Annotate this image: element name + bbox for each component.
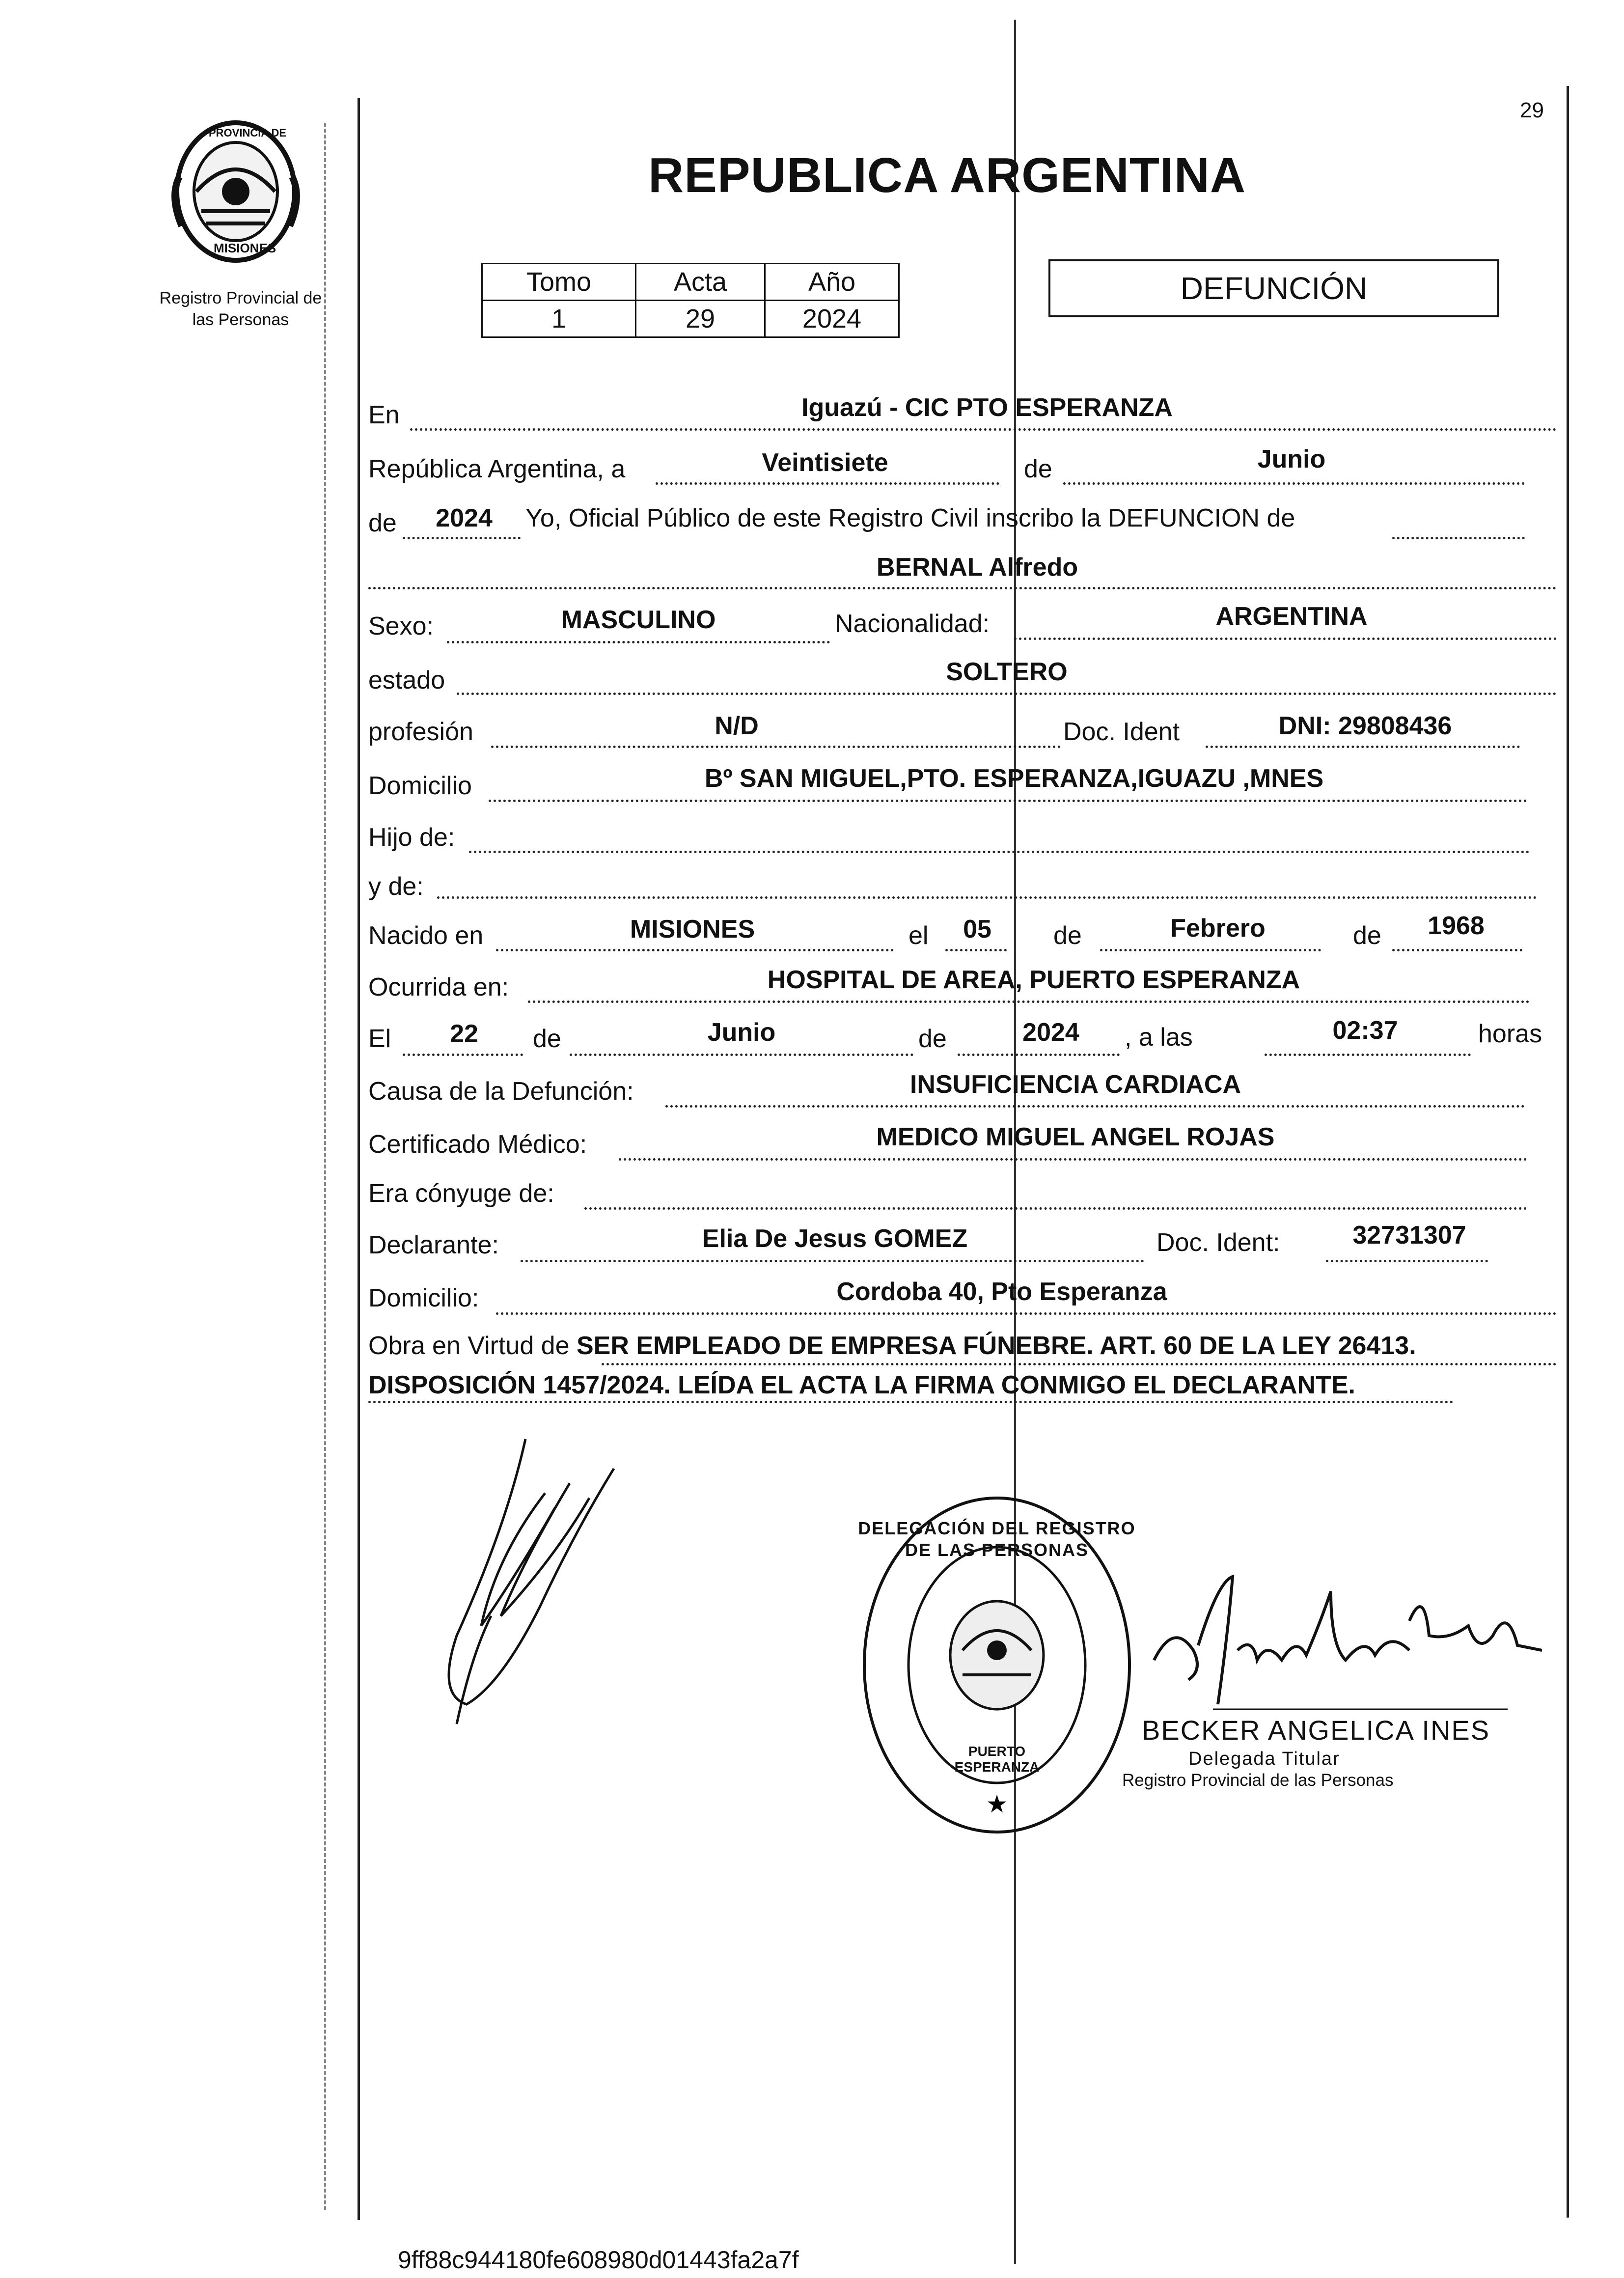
republica-label: República Argentina, a [368,455,626,483]
official-stamp [854,1483,1139,1847]
page-number: 29 [1520,98,1544,122]
birth-month-dots [1100,949,1321,951]
record-table-header-row [482,264,899,301]
obra-value-line2: DISPOSICIÓN 1457/2024. LEÍDA EL ACTA LA FIRMA CONMIGO EL DECLARANTE. [368,1371,1355,1399]
signatory-role: Delegada Titular [1188,1749,1340,1769]
causa-value: INSUFICIENCIA CARDIACA [909,1070,1241,1099]
anio-header: Año [765,264,899,301]
declarant-signature [427,1429,633,1734]
death-year: 2024 [1022,1018,1079,1047]
month-dots [1063,482,1525,485]
tomo-header: Tomo [482,264,636,301]
de-label: de [1024,455,1052,483]
de2-label: de [368,509,397,537]
obra-label: Obra en Virtud de [368,1332,570,1360]
el2-label: El [368,1025,391,1053]
page-title: REPUBLICA ARGENTINA [648,148,1246,203]
birth-year-dots [1392,949,1522,951]
el-label: el [908,921,929,950]
birth-day: 05 [963,915,991,944]
yde-dots [437,896,1537,899]
causa-label: Causa de la Defunción: [368,1077,634,1106]
en-label: En [368,401,400,429]
record-table-value-row [482,301,899,337]
stamp-ring-text: DELEGACIÓN DEL REGISTRO DE LAS PERSONAS [858,1518,1136,1560]
left-margin-line [358,98,360,2220]
death-time-dots [1265,1054,1471,1056]
birth-month: Febrero [1170,914,1266,943]
alas-label: , a las [1125,1023,1193,1052]
signatory-name: BECKER ANGELICA INES [1142,1715,1490,1746]
en-value: Iguazú - CIC PTO ESPERANZA [801,393,1173,422]
logo-text-top: PROVINCIA DE [209,127,287,139]
causa-dots [665,1105,1525,1108]
death-de-label: de [533,1025,561,1053]
nacionalidad-dots [1014,638,1557,640]
record-table [481,263,900,338]
day-dots [656,482,999,485]
act-type-box: DEFUNCIÓN [1048,259,1499,317]
nacido-dots [496,949,894,951]
year-value: 2024 [436,504,493,532]
sexo-label: Sexo: [368,612,434,640]
sexo-value: MASCULINO [561,606,716,634]
svg-text:★: ★ [986,1790,1008,1818]
birth-de2-label: de [1353,921,1381,950]
hijo-dots [469,851,1530,853]
ocurrida-dots [528,1000,1530,1003]
decl-doc-label: Doc. Ident: [1156,1228,1280,1257]
en-dots [410,428,1557,431]
conyuge-label: Era cónyuge de: [368,1179,554,1208]
tomo-value: 1 [482,301,636,337]
registry-label-line1: Registro Provincial de [159,289,322,307]
certificado-dots [619,1158,1527,1161]
estado-value: SOLTERO [946,658,1068,686]
nacionalidad-label: Nacionalidad: [835,610,990,638]
year-dots [403,537,521,539]
stamp-inner-text: PUERTO ESPERANZA [954,1744,1040,1775]
day-value: Veintisiete [762,448,888,477]
death-day: 22 [450,1020,478,1048]
death-day-dots [403,1054,523,1056]
registry-label [133,287,349,331]
doc-ident-value: DNI: 29808436 [1278,712,1452,740]
estado-label: estado [368,666,445,695]
domicilio-dots [489,800,1527,802]
anio-value: 2024 [765,301,899,337]
document-hash: 9ff88c944180fe608980d01443fa2a7f [398,2246,799,2274]
nacionalidad-value: ARGENTINA [1215,602,1368,631]
yo-dots [1392,537,1525,539]
birth-de-label: de [1053,921,1082,950]
declarante-value: Elia De Jesus GOMEZ [702,1224,968,1253]
birth-day-dots [945,949,1007,951]
death-de2-label: de [918,1025,947,1053]
estado-dots [457,693,1557,695]
doc-ident-dots [1206,746,1520,748]
declarante-dots [521,1260,1144,1262]
ocurrida-label: Ocurrida en: [368,973,509,1001]
deceased-name: BERNAL Alfredo [876,553,1078,582]
sexo-dots [447,641,830,643]
hijo-label: Hijo de: [368,823,455,852]
nacido-value: MISIONES [630,915,755,944]
decl-doc-dots [1326,1260,1488,1262]
signatory-organization: Registro Provincial de las Personas [1122,1771,1394,1790]
right-margin-line [1567,86,1569,2218]
nacido-label: Nacido en [368,921,484,950]
official-signature [1134,1562,1542,1714]
birth-year: 1968 [1428,912,1485,940]
yde-label: y de: [368,872,424,901]
domicilio-value: Bº SAN MIGUEL,PTO. ESPERANZA,IGUAZU ,MNES [704,764,1324,793]
conyuge-dots [584,1207,1527,1210]
punch-marks-line [324,123,326,2210]
month-value: Junio [1257,445,1326,473]
death-year-dots [958,1054,1120,1056]
obra-dots-2 [368,1401,1454,1403]
doc-ident-label: Doc. Ident [1063,718,1180,746]
death-month: Junio [707,1018,776,1047]
ocurrida-value: HOSPITAL DE AREA, PUERTO ESPERANZA [767,966,1300,994]
profesion-label: profesión [368,718,473,746]
certificado-value: MEDICO MIGUEL ANGEL ROJAS [876,1123,1275,1151]
deceased-dots [368,587,1557,589]
death-month-dots [570,1054,913,1056]
profesion-dots [491,746,1061,748]
certificado-label: Certificado Médico: [368,1130,587,1159]
logo-text-bottom: MISIONES [214,241,276,255]
profesion-value: N/D [715,712,759,740]
acta-value: 29 [636,301,765,337]
misiones-coat-of-arms-logo [162,118,309,265]
death-time: 02:37 [1332,1016,1398,1045]
declarante-label: Declarante: [368,1231,499,1259]
obra-dots-1 [602,1363,1557,1365]
acta-header: Acta [636,264,765,301]
decl-domicilio-dots [496,1312,1557,1315]
decl-domicilio-label: Domicilio: [368,1284,479,1312]
horas-label: horas [1478,1020,1542,1048]
obra-line1 [368,1331,1416,1361]
registry-label-line2: las Personas [192,310,289,329]
decl-domicilio-value: Cordoba 40, Pto Esperanza [836,1278,1167,1306]
obra-value-line1: SER EMPLEADO DE EMPRESA FÚNEBRE. ART. 60 DE LA LEY 26413. [576,1332,1416,1360]
domicilio-label: Domicilio [368,772,472,800]
yo-text: Yo, Oficial Público de este Registro Civil inscribo la DEFUNCION de [525,504,1295,532]
decl-doc-value: 32731307 [1352,1221,1466,1250]
